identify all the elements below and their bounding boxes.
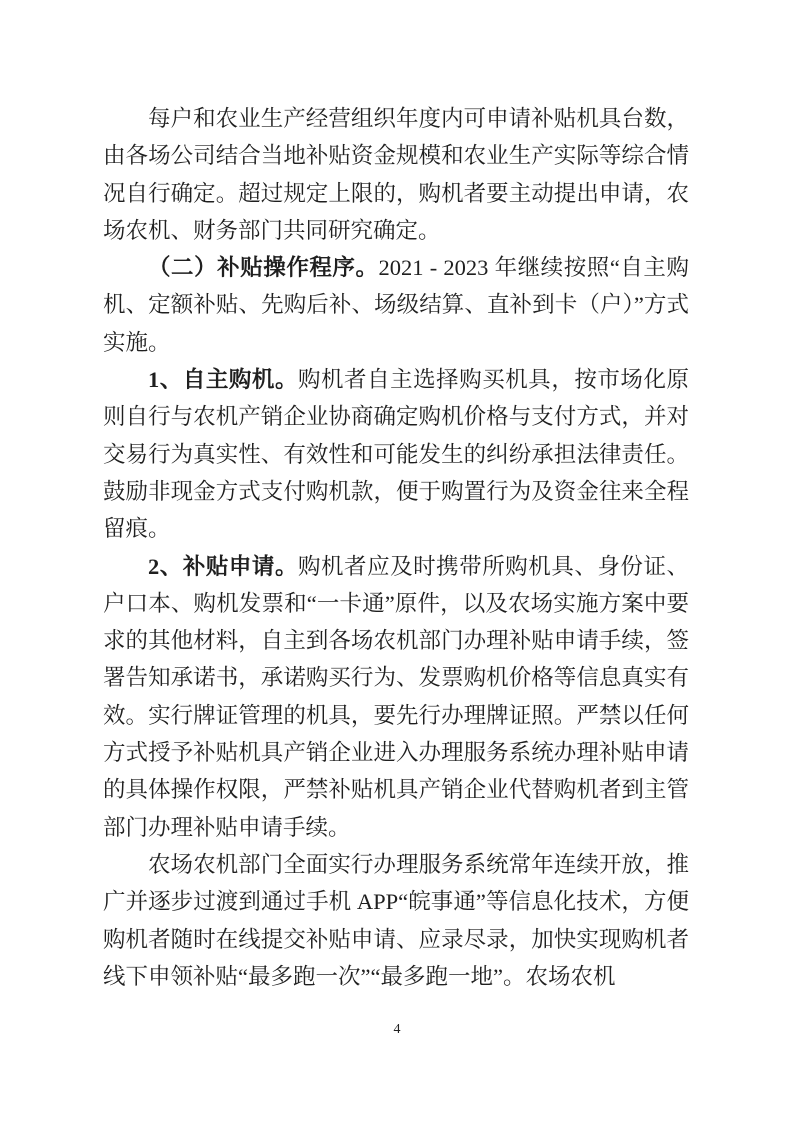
section-heading: （二）补贴操作程序。 [148, 255, 379, 281]
body-paragraph-1 [103, 100, 689, 249]
paragraph-text: 农场农机部门全面实行办理服务系统常年连续开放，推广并逐步过渡到通过手机 APP“皖事通”等信息化技术，方便购机者随时在线提交补贴申请、应录尽录，加快实现购机者线下申领补贴“最多跑一次”“最多跑一地”。农场农机 [103, 851, 689, 989]
paragraph-text: 购机者应及时携带所购机具、身份证、户口本、购机发票和“一卡通”原件，以及农场实施方案中要求的其他材料，自主到各场农机部门办理补贴申请手续，签署告知承诺书，承诺购买行为、发票购机价格等信息真实有效。实行牌证管理的机具，要先行办理牌证照。严禁以任何方式授予补贴机具产销企业进入办理服务系统办理补贴申请的具体操作权限，严禁补贴机具产销企业代替购机者到主管部门办理补贴申请手续。 [103, 553, 689, 840]
page-footer [0, 1022, 794, 1038]
body-paragraph-2 [103, 249, 689, 361]
item-heading-1: 1、自主购机。 [148, 367, 298, 393]
body-paragraph-4 [103, 548, 689, 846]
body-paragraph-5 [103, 846, 689, 995]
body-paragraph-3 [103, 361, 689, 547]
paragraph-text: 2021 - 2023 年继续按照“自主购机、定额补贴、先购后补、场级结算、直补到卡（户）”方式实施。 [103, 255, 689, 355]
paragraph-text: 购机者自主选择购买机具，按市场化原则自行与农机产销企业协商确定购机价格与支付方式，并对交易行为真实性、有效性和可能发生的纠纷承担法律责任。鼓励非现金方式支付购机款，便于购置行为及资金往来全程留痕。 [103, 367, 689, 542]
item-heading-2: 2、补贴申请。 [148, 553, 298, 579]
document-body [103, 100, 689, 995]
paragraph-text: 每户和农业生产经营组织年度内可申请补贴机具台数，由各场公司结合当地补贴资金规模和农业生产实际等综合情况自行确定。超过规定上限的，购机者要主动提出申请，农场农机、财务部门共同研究确定。 [103, 106, 689, 243]
page-number: 4 [393, 1022, 401, 1037]
